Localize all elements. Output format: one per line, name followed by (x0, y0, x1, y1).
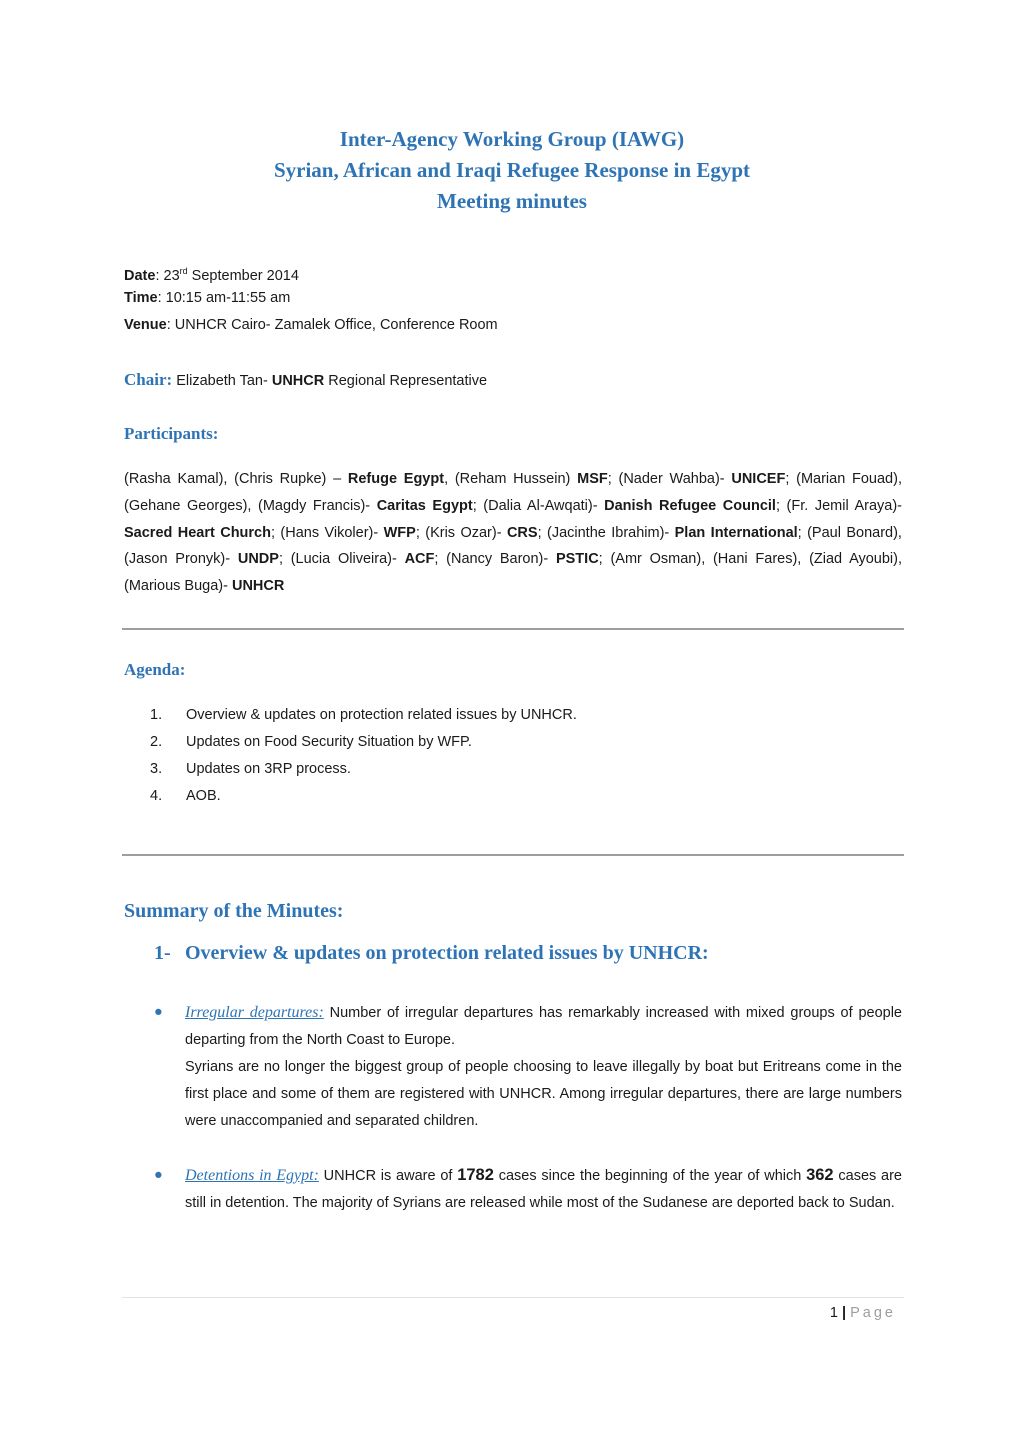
bullet-paragraph: Syrians are no longer the biggest group of people choosing to leave illegally by boat but Eritreans come in the first place and some of them are registered with UNHCR. Among irregular departures, there are large numbers were unaccompanied and separated children. (185, 1059, 902, 1129)
participant-names: ; (Jacinthe Ibrahim)- (537, 524, 675, 541)
summary-heading: Summary of the Minutes: (124, 900, 344, 922)
participant-org: Danish Refugee Council (604, 497, 776, 514)
participant-names: ; (Hans Vikoler)- (270, 524, 384, 541)
participant-org: UNICEF (731, 471, 786, 487)
agenda-item-number: 3. (150, 761, 163, 777)
agenda-item (150, 729, 577, 756)
agenda-item-number: 2. (150, 734, 163, 750)
agenda-item (150, 702, 577, 729)
bullet-term: Irregular departures: (185, 1004, 324, 1021)
bullet-text: UNHCR is aware of (318, 1168, 458, 1184)
page-separator: | (838, 1305, 851, 1321)
bullet-term: Detentions in Egypt: (185, 1167, 319, 1184)
date-rest: September 2014 (187, 267, 299, 284)
agenda-heading: Agenda: (124, 660, 186, 679)
time-value: : 10:15 am-11:55 am (157, 290, 291, 306)
chair-role: Regional Representative (324, 373, 488, 389)
document-title (0, 124, 1024, 217)
participant-org: Plan International (674, 524, 798, 541)
participant-org: MSF (577, 471, 608, 487)
agenda-list (150, 702, 577, 810)
time-row (124, 285, 498, 312)
bullet-icon: ● (154, 1167, 163, 1183)
participant-names: ; (Nancy Baron)- (434, 551, 556, 568)
venue-row (124, 312, 498, 339)
section-divider (122, 854, 904, 856)
participants-list (124, 466, 902, 600)
agenda-item-text: Overview & updates on protection related issues by UNHCR. (186, 707, 577, 723)
page-number: 1 (829, 1305, 838, 1321)
agenda-item-number: 1. (150, 707, 163, 723)
participant-names: ; (Dalia Al-Awqati)- (472, 497, 605, 514)
meeting-meta (124, 258, 498, 339)
participants-heading: Participants: (124, 424, 219, 443)
case-count: 1782 (457, 1166, 494, 1184)
bullet-paragraph (185, 999, 902, 1054)
bullet-text: Number of irregular departures has remarkably increased with mixed groups of people departing from the North Coast to Europe. (185, 1005, 902, 1048)
time-label: Time (124, 290, 158, 306)
participant-org: WFP (383, 524, 416, 541)
participant-names: ; (Fr. Jemil Araya)- (775, 497, 902, 514)
section-1-number: 1- (154, 942, 171, 964)
title-line-2: Syrian, African and Iraqi Refugee Response in Egypt (273, 158, 751, 182)
page-label: Page (850, 1305, 896, 1321)
agenda-item (150, 756, 577, 783)
bullet-paragraph (185, 1162, 902, 1217)
participant-names: ; (Nader Wahba)- (607, 471, 732, 487)
footer-divider (122, 1297, 904, 1298)
venue-value: : UNHCR Cairo- Zamalek Office, Conference Room (166, 317, 498, 333)
date-suffix: rd (179, 266, 188, 276)
title-line-1: Inter-Agency Working Group (IAWG) (339, 127, 685, 151)
agenda-item-text: Updates on 3RP process. (186, 761, 351, 777)
participant-names: ; (Lucia Oliveira)- (278, 551, 405, 568)
section-divider (122, 628, 904, 630)
agenda-item-text: Updates on Food Security Situation by WFP. (186, 734, 472, 750)
participant-names: , (Reham Hussein) (444, 471, 578, 487)
chair-label: Chair: (124, 370, 173, 389)
agenda-item-text: AOB. (186, 788, 221, 804)
section-1-title: Overview & updates on protection related issues by UNHCR: (185, 942, 709, 964)
chair-name: Elizabeth Tan- (172, 373, 272, 389)
date-label: Date (124, 267, 156, 284)
participant-names: ; (Amr Osman), (Hani Fares), (Ziad Ayoubi), (Marious Buga)- (124, 551, 903, 595)
date-row: Date: 23rd September 2014 (124, 266, 299, 284)
page-footer (830, 1300, 896, 1326)
participant-names: ; (Marian Fouad), (Gehane Georges), (Magdy Francis)- (124, 471, 902, 514)
agenda-item-number: 4. (150, 788, 163, 804)
participant-org: CRS (506, 524, 538, 541)
participant-org: ACF (404, 551, 435, 568)
participant-org: UNHCR (231, 578, 285, 595)
section-1-heading (154, 938, 709, 968)
agenda-item (150, 783, 577, 810)
venue-label: Venue (124, 317, 167, 333)
participant-names: ; (Paul Bonard), (Jason Pronyk)- (124, 524, 902, 568)
title-line-3: Meeting minutes (437, 189, 587, 213)
date-day: 23 (163, 267, 180, 284)
bullet-detentions (154, 1162, 902, 1217)
participant-names: (Rasha Kamal), (Chris Rupke) – (124, 471, 348, 487)
participant-org: Refuge Egypt (347, 471, 445, 487)
participant-org: UNDP (237, 551, 279, 568)
bullet-text: cases since the beginning of the year of which (493, 1168, 807, 1184)
bullet-text: cases are still in detention. The majority of Syrians are released while most of the Sudanese are deported back to Sudan. (185, 1168, 902, 1211)
participant-org: PSTIC (555, 551, 599, 568)
participant-org: Sacred Heart Church (124, 524, 271, 541)
detained-count: 362 (806, 1166, 834, 1184)
participant-names: ; (Kris Ozar)- (415, 524, 507, 541)
bullet-irregular-departures (154, 999, 902, 1135)
chair-org: UNHCR (271, 373, 325, 389)
participant-org: Caritas Egypt (376, 497, 473, 514)
chair-line (124, 366, 487, 395)
bullet-icon: ● (154, 1004, 163, 1020)
